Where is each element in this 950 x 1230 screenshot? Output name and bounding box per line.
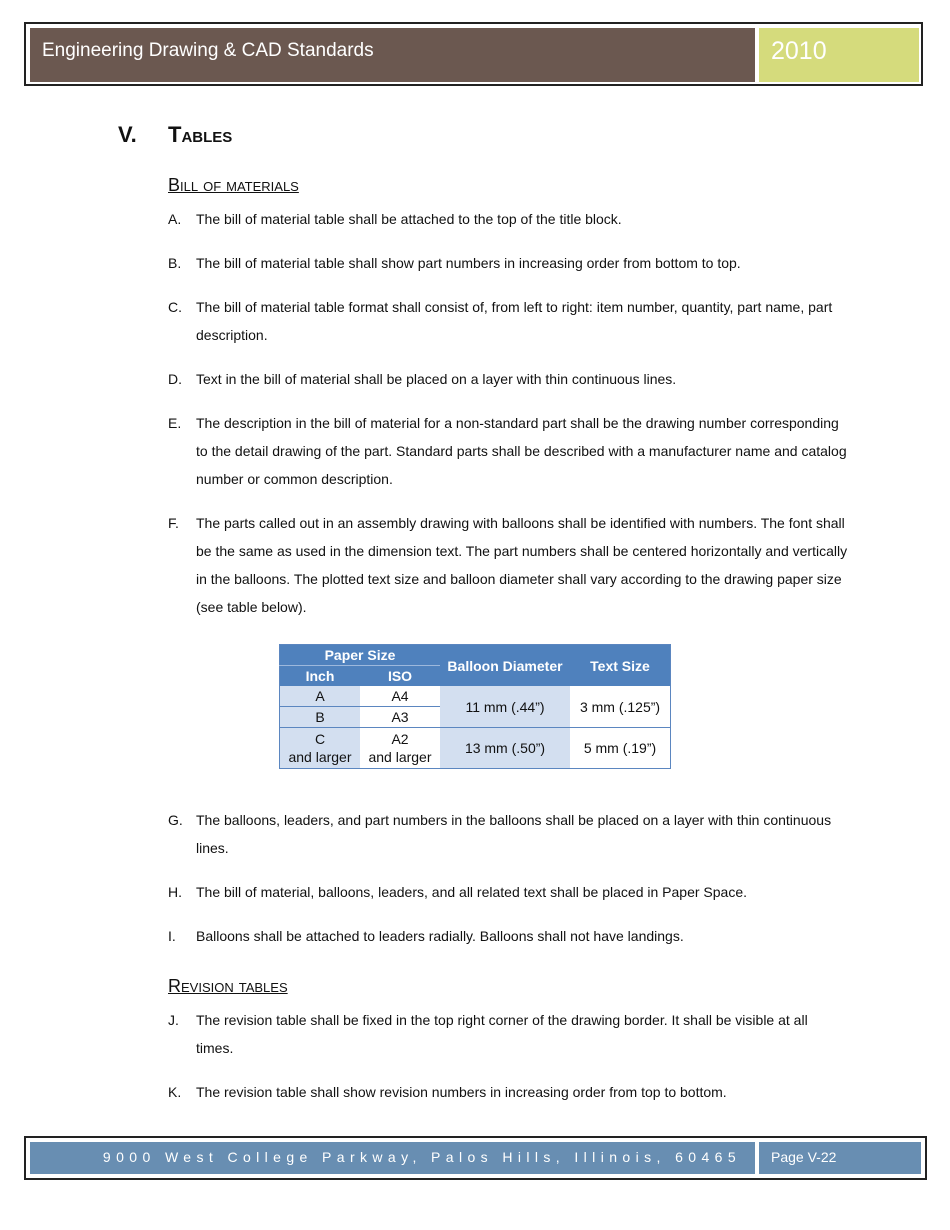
- section-number: V.: [118, 122, 137, 147]
- table-cell: 5 mm (.19”): [570, 728, 671, 769]
- table-header-balloon-diameter: Balloon Diameter: [440, 645, 570, 687]
- footer-address: 9000 West College Parkway, Palos Hills, Illinois, 60465: [30, 1142, 755, 1174]
- bom-heading: Bill of materials: [168, 175, 299, 195]
- item-text: The bill of material table shall be attached to the top of the title block.: [196, 211, 622, 227]
- item-text: The description in the bill of material for a non-standard part shall be the drawing number corresponding to the detail drawing of the part. Standard parts shall be described with a manufacturer name and catalog number or common description.: [196, 415, 847, 487]
- table-cell: A: [280, 686, 361, 707]
- list-item: [168, 1006, 848, 1062]
- table-cell: [360, 728, 440, 769]
- item-letter: B.: [168, 255, 182, 271]
- list-item: [168, 1078, 848, 1106]
- page-header: [24, 22, 923, 86]
- item-letter: F.: [168, 515, 179, 531]
- item-text: The revision table shall show revision numbers in increasing order from top to bottom.: [196, 1084, 727, 1100]
- cell-line: and larger: [368, 749, 432, 765]
- item-letter: G.: [168, 812, 183, 828]
- item-letter: A.: [168, 211, 182, 227]
- cell-line: C: [314, 731, 326, 747]
- table-cell: B: [280, 707, 361, 728]
- table-header-paper-size: Paper Size: [280, 645, 441, 666]
- item-text: The bill of material table format shall consist of, from left to right: item number, quantity, part name, part description.: [196, 299, 833, 343]
- table-header-text-size: Text Size: [570, 645, 671, 687]
- table-cell: 13 mm (.50”): [440, 728, 570, 769]
- table-row: [280, 728, 671, 769]
- table-cell: A4: [360, 686, 440, 707]
- item-letter: C.: [168, 299, 182, 315]
- item-text: The parts called out in an assembly drawing with balloons shall be identified with numbers. The font shall be the same as used in the dimension text. The part numbers shall be centered horizontally and vertically in the balloons. The plotted text size and balloon diameter shall vary according to the drawing paper size (see table below).: [196, 515, 848, 615]
- list-item: [168, 293, 848, 349]
- list-item: [168, 878, 848, 906]
- item-text: The bill of material, balloons, leaders, and all related text shall be placed in Paper Space.: [196, 884, 747, 900]
- revision-heading: Revision tables: [168, 976, 288, 996]
- cell-line: A2: [391, 731, 409, 747]
- table-cell: [280, 728, 361, 769]
- item-letter: H.: [168, 884, 182, 900]
- page-number: Page V-22: [759, 1142, 921, 1174]
- list-item: [168, 509, 848, 621]
- section-title: Tables: [168, 122, 233, 147]
- item-letter: J.: [168, 1012, 179, 1028]
- item-text: The balloons, leaders, and part numbers in the balloons shall be placed on a layer with thin continuous lines.: [196, 812, 832, 856]
- item-text: The bill of material table shall show part numbers in increasing order from bottom to top.: [196, 255, 741, 271]
- header-year: 2010: [759, 28, 919, 82]
- item-text: Balloons shall be attached to leaders radially. Balloons shall not have landings.: [196, 928, 684, 944]
- item-letter: I.: [168, 928, 176, 944]
- item-letter: K.: [168, 1084, 182, 1100]
- page-footer: [24, 1136, 927, 1180]
- list-item: [168, 205, 848, 233]
- item-text: Text in the bill of material shall be placed on a layer with thin continuous lines.: [196, 371, 677, 387]
- table-row: [280, 686, 671, 707]
- table-cell: 3 mm (.125”): [570, 686, 671, 728]
- header-title: Engineering Drawing & CAD Standards: [30, 28, 755, 82]
- table-header-iso: ISO: [360, 666, 440, 687]
- list-item: [168, 249, 848, 277]
- list-item: [168, 806, 848, 862]
- list-item: [168, 922, 848, 950]
- item-text: The revision table shall be fixed in the top right corner of the drawing border. It shall be visible at all times.: [196, 1012, 808, 1056]
- item-letter: D.: [168, 371, 182, 387]
- table-cell: 11 mm (.44”): [440, 686, 570, 728]
- section-heading: [118, 122, 232, 148]
- table-header-inch: Inch: [280, 666, 361, 687]
- cell-line: and larger: [288, 749, 352, 765]
- balloon-size-table: [279, 644, 671, 769]
- list-item: [168, 409, 848, 493]
- table-cell: A3: [360, 707, 440, 728]
- list-item: [168, 365, 848, 393]
- item-letter: E.: [168, 415, 182, 431]
